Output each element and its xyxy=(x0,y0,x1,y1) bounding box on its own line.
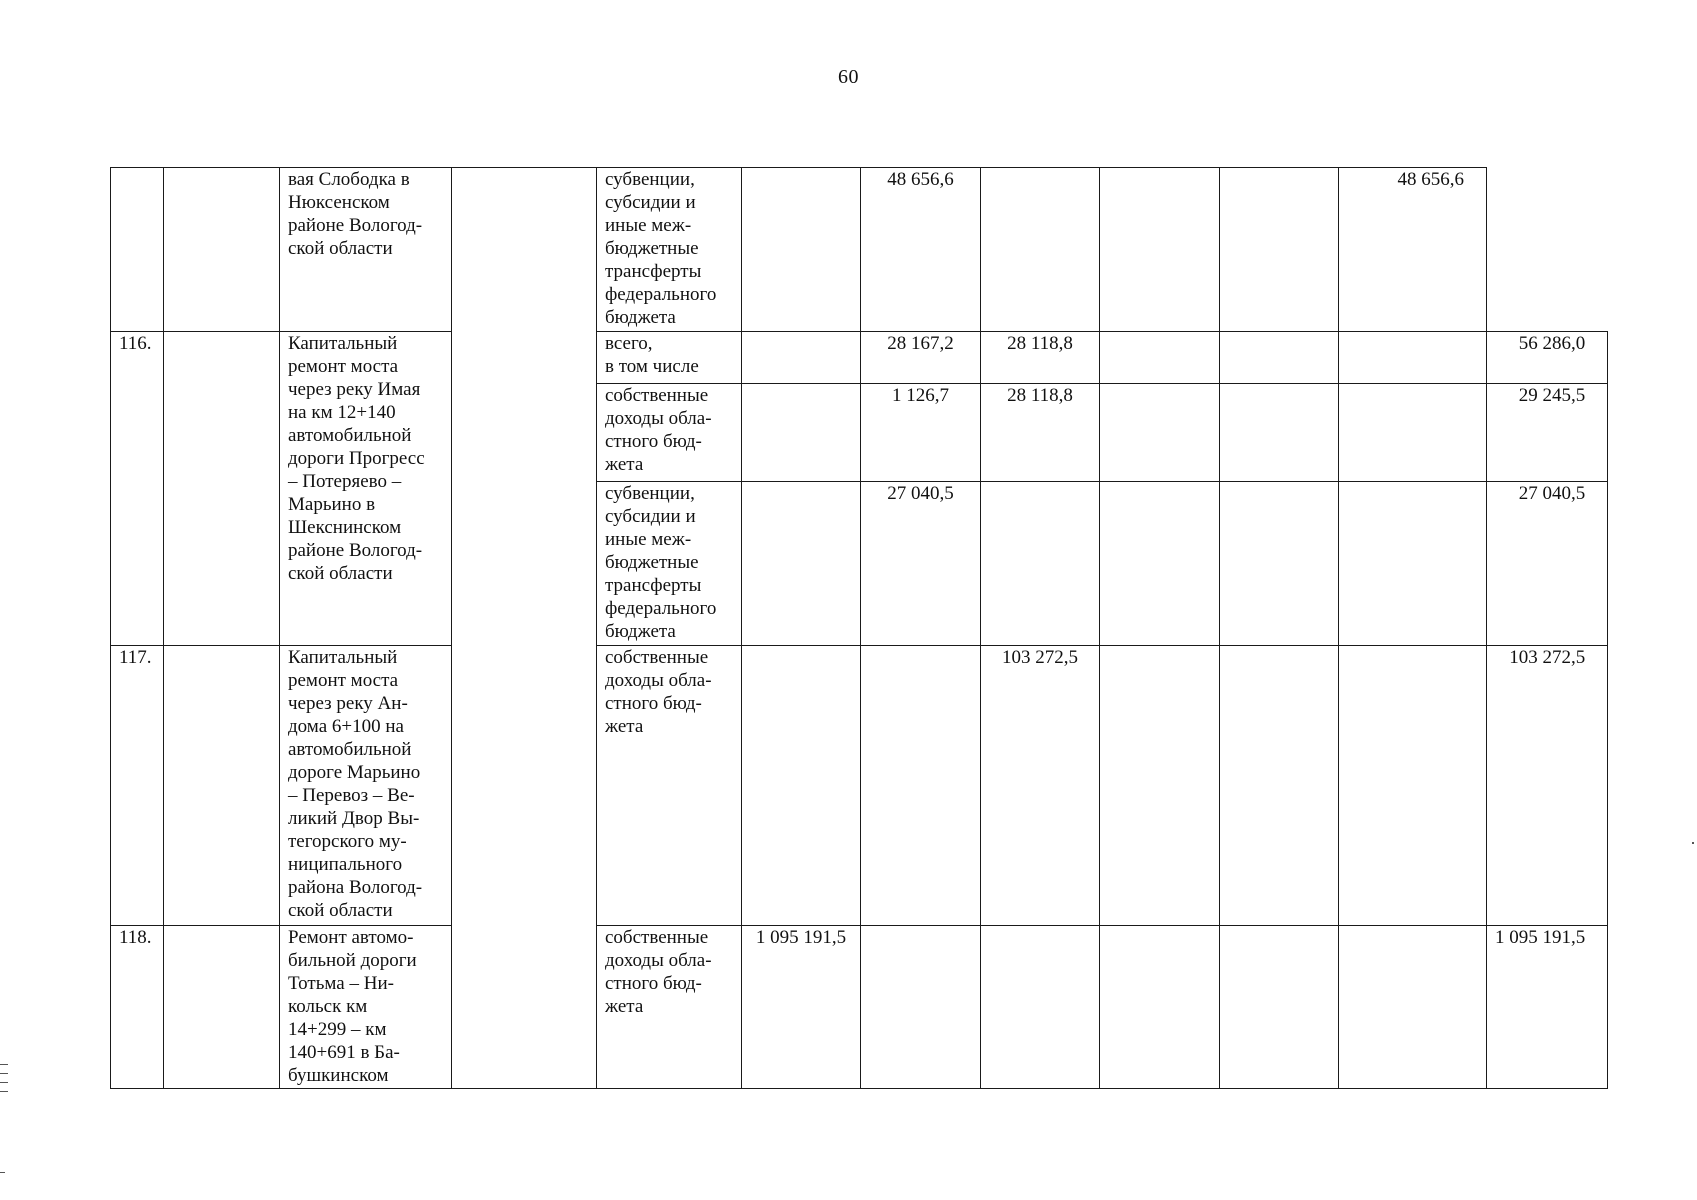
value-cell xyxy=(1339,646,1487,926)
scan-artifact xyxy=(0,1064,8,1065)
name-line: дороги Прогресс xyxy=(288,448,425,469)
total-cell: 29 245,5 xyxy=(1487,384,1608,482)
name-line: бильной дороги xyxy=(288,950,417,971)
value-cell xyxy=(742,384,861,482)
value-cell: 28 118,8 xyxy=(981,332,1100,384)
name-line: Ремонт автомо- xyxy=(288,927,414,948)
name-line: дома 6+100 на xyxy=(288,716,404,737)
name-line: – Потеряево – xyxy=(288,471,402,492)
row-number: 118. xyxy=(111,926,164,1089)
source-line: субсидии и xyxy=(605,192,696,213)
value-cell xyxy=(1100,332,1220,384)
value-cell: 1 126,7 xyxy=(861,384,981,482)
table-row xyxy=(111,332,1608,384)
total-cell: 103 272,5 xyxy=(1487,646,1608,926)
source-line: трансферты xyxy=(605,261,702,282)
source-line: собственные xyxy=(605,385,709,406)
value-cell xyxy=(742,646,861,926)
funding-source xyxy=(597,926,742,1089)
source-line: субсидии и xyxy=(605,506,696,527)
total-cell: 56 286,0 xyxy=(1487,332,1608,384)
value-cell: 27 040,5 xyxy=(861,482,981,646)
value-cell: 1 095 191,5 xyxy=(742,926,861,1089)
value-cell xyxy=(1339,332,1487,384)
scan-artifact xyxy=(0,1091,8,1092)
object-name xyxy=(280,168,452,332)
source-line: субвенции, xyxy=(605,169,695,190)
object-name xyxy=(280,646,452,926)
name-line: дороге Марьино xyxy=(288,762,421,783)
source-line: бюджета xyxy=(605,307,676,328)
object-name xyxy=(280,332,452,646)
name-line: 14+299 – км xyxy=(288,1019,387,1040)
funding-source xyxy=(597,332,742,384)
value-cell xyxy=(1220,482,1339,646)
scan-artifact xyxy=(0,1082,8,1083)
name-line: – Перевоз – Ве- xyxy=(288,785,415,806)
name-line: бушкинском xyxy=(288,1065,389,1086)
value-cell xyxy=(1100,168,1220,332)
source-line: жета xyxy=(605,996,644,1017)
name-line: 140+691 в Ба- xyxy=(288,1042,400,1063)
source-line: бюджетные xyxy=(605,552,699,573)
name-line: через реку Ан- xyxy=(288,693,408,714)
total-cell: 27 040,5 xyxy=(1487,482,1608,646)
name-line: Шекснинском xyxy=(288,517,402,538)
value-cell xyxy=(1220,646,1339,926)
scan-artifact xyxy=(1692,842,1694,844)
source-line: жета xyxy=(605,454,644,475)
source-line: всего, xyxy=(605,333,653,354)
value-cell xyxy=(742,168,861,332)
table-row xyxy=(111,926,1608,1089)
source-line: собственные xyxy=(605,927,709,948)
value-cell xyxy=(1220,926,1339,1089)
source-line: федерального xyxy=(605,284,717,305)
row-number xyxy=(111,168,164,332)
code-cell xyxy=(164,646,280,926)
name-line: Марьино в xyxy=(288,494,376,515)
value-cell xyxy=(742,332,861,384)
name-line: районе Вологод- xyxy=(288,540,423,561)
total-cell: 48 656,6 xyxy=(1339,168,1487,332)
name-line: вая Слободка в xyxy=(288,169,410,190)
value-cell xyxy=(1220,168,1339,332)
source-line: в том числе xyxy=(605,356,699,377)
name-line: ремонт моста xyxy=(288,670,399,691)
code-cell xyxy=(164,168,280,332)
object-name xyxy=(280,926,452,1089)
name-line: ской области xyxy=(288,563,393,584)
source-line: иные меж- xyxy=(605,215,692,236)
funding-source xyxy=(597,646,742,926)
row-number: 116. xyxy=(111,332,164,646)
source-line: жета xyxy=(605,716,644,737)
source-line: доходы обла- xyxy=(605,670,712,691)
total-cell: 1 095 191,5 xyxy=(1487,926,1608,1089)
name-line: ниципального xyxy=(288,854,403,875)
name-line: Нюксенском xyxy=(288,192,390,213)
funding-source xyxy=(597,384,742,482)
funding-source xyxy=(597,482,742,646)
value-cell: 28 118,8 xyxy=(981,384,1100,482)
name-line: Капитальный xyxy=(288,647,398,668)
value-cell xyxy=(861,646,981,926)
name-line: кольск км xyxy=(288,996,368,1017)
executor-cell xyxy=(452,168,597,1089)
name-line: района Вологод- xyxy=(288,877,423,898)
source-line: доходы обла- xyxy=(605,950,712,971)
source-line: бюджета xyxy=(605,621,676,642)
name-line: ской области xyxy=(288,900,393,921)
name-line: ликий Двор Вы- xyxy=(288,808,420,829)
source-line: собственные xyxy=(605,647,709,668)
value-cell xyxy=(981,926,1100,1089)
row-number: 117. xyxy=(111,646,164,926)
value-cell xyxy=(1339,926,1487,1089)
name-line: Тотьма – Ни- xyxy=(288,973,394,994)
source-line: трансферты xyxy=(605,575,702,596)
name-line: автомобильной xyxy=(288,425,412,446)
value-cell xyxy=(1339,482,1487,646)
name-line: ремонт моста xyxy=(288,356,399,377)
source-line: доходы обла- xyxy=(605,408,712,429)
scan-artifact xyxy=(0,1073,8,1074)
value-cell xyxy=(1100,384,1220,482)
value-cell xyxy=(1100,926,1220,1089)
source-line: федерального xyxy=(605,598,717,619)
value-cell xyxy=(1339,384,1487,482)
name-line: автомобильной xyxy=(288,739,412,760)
scan-artifact xyxy=(0,1172,5,1173)
source-line: иные меж- xyxy=(605,529,692,550)
name-line: ской области xyxy=(288,238,393,259)
value-cell xyxy=(1100,646,1220,926)
code-cell xyxy=(164,332,280,646)
source-line: стного бюд- xyxy=(605,693,702,714)
code-cell xyxy=(164,926,280,1089)
name-line: Капитальный xyxy=(288,333,398,354)
source-line: стного бюд- xyxy=(605,973,702,994)
name-line: районе Вологод- xyxy=(288,215,423,236)
value-cell xyxy=(1100,482,1220,646)
table-row xyxy=(111,168,1608,332)
value-cell xyxy=(981,168,1100,332)
value-cell xyxy=(1220,332,1339,384)
value-cell: 103 272,5 xyxy=(981,646,1100,926)
value-cell xyxy=(742,482,861,646)
table-row xyxy=(111,646,1608,926)
page-number: 60 xyxy=(838,66,859,88)
name-line: через реку Имая xyxy=(288,379,421,400)
value-cell: 48 656,6 xyxy=(861,168,981,332)
source-line: бюджетные xyxy=(605,238,699,259)
name-line: на км 12+140 xyxy=(288,402,396,423)
budget-table xyxy=(110,167,1608,1089)
funding-source xyxy=(597,168,742,332)
name-line: тегорского му- xyxy=(288,831,407,852)
value-cell xyxy=(861,926,981,1089)
value-cell xyxy=(1220,384,1339,482)
value-cell: 28 167,2 xyxy=(861,332,981,384)
value-cell xyxy=(981,482,1100,646)
source-line: субвенции, xyxy=(605,483,695,504)
source-line: стного бюд- xyxy=(605,431,702,452)
